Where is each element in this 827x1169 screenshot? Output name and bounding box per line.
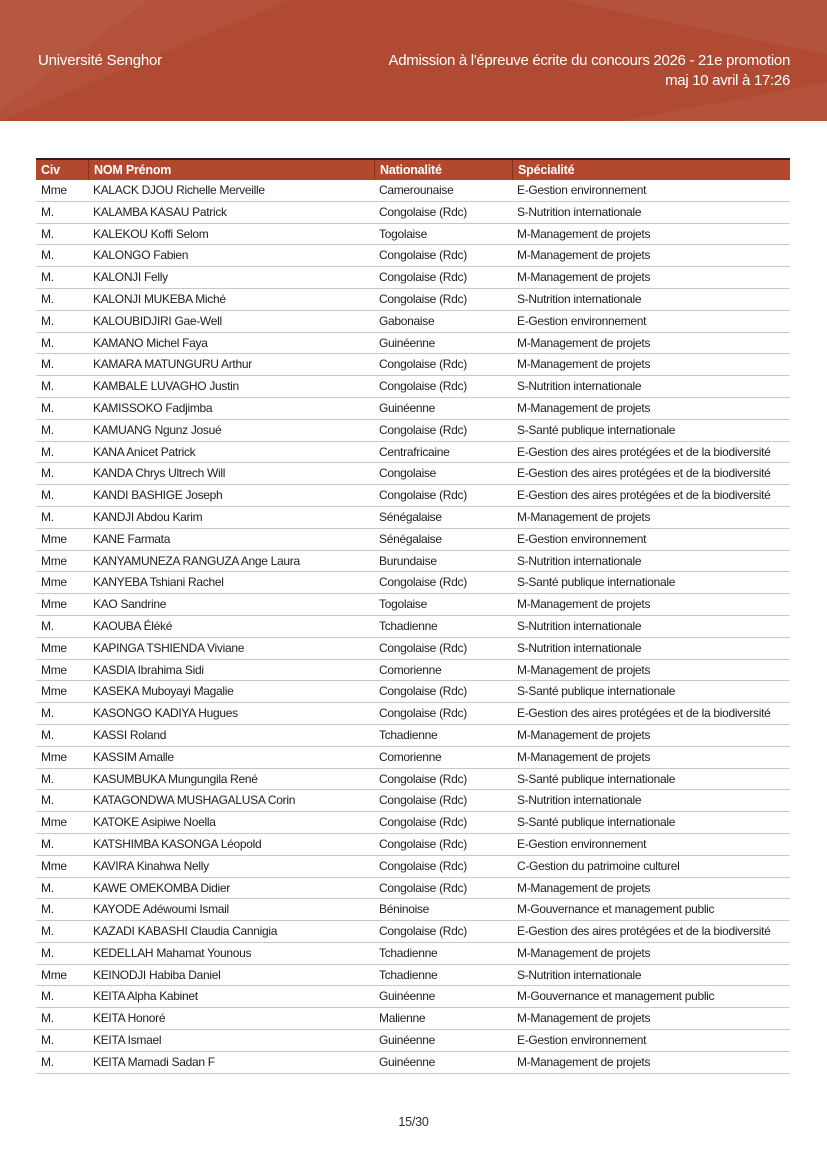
cell-nom-prenom: KASUMBUKA Mungungila René <box>93 771 258 786</box>
table-row <box>36 943 790 965</box>
cell-nom-prenom: KASONGO KADIYA Hugues <box>93 706 238 721</box>
table-row <box>36 354 790 376</box>
table-row <box>36 616 790 638</box>
cell-nom-prenom: KASEKA Muboyayi Magalie <box>93 684 234 699</box>
cell-nationalite: Congolaise (Rdc) <box>379 575 467 590</box>
cell-nationalite: Guinéenne <box>379 1054 436 1069</box>
column-header-nom-prenom: NOM Prénom <box>88 160 374 180</box>
cell-nationalite: Togolaise <box>379 597 428 612</box>
cell-civ: M. <box>41 880 54 895</box>
cell-nationalite: Comorienne <box>379 749 442 764</box>
cell-nom-prenom: KAYODE Adéwoumi Ismail <box>93 902 229 917</box>
cell-nationalite: Sénégalaise <box>379 509 442 524</box>
cell-specialite: E-Gestion environnement <box>517 531 647 546</box>
table-row <box>36 267 790 289</box>
cell-nationalite: Congolaise (Rdc) <box>379 684 467 699</box>
cell-nationalite: Congolaise (Rdc) <box>379 880 467 895</box>
cell-civ: M. <box>41 335 54 350</box>
cell-nom-prenom: KANDJI Abdou Karim <box>93 509 203 524</box>
table-row <box>36 529 790 551</box>
cell-nom-prenom: KAOUBA Éléké <box>93 618 173 633</box>
cell-nationalite: Tchadienne <box>379 945 438 960</box>
table-row <box>36 834 790 856</box>
cell-nom-prenom: KALONJI Felly <box>93 270 168 285</box>
admission-table <box>36 158 790 1074</box>
table-row <box>36 245 790 267</box>
cell-nom-prenom: KANYAMUNEZA RANGUZA Ange Laura <box>93 553 300 568</box>
cell-specialite: E-Gestion des aires protégées et de la biodiversité <box>517 488 771 503</box>
cell-specialite: S-Santé publique internationale <box>517 815 676 830</box>
cell-nom-prenom: KANA Anicet Patrick <box>93 444 196 459</box>
cell-specialite: M-Management de projets <box>517 749 651 764</box>
table-row <box>36 442 790 464</box>
table-row <box>36 376 790 398</box>
cell-specialite: M-Management de projets <box>517 226 651 241</box>
table-row <box>36 311 790 333</box>
table-row <box>36 224 790 246</box>
cell-specialite: M-Gouvernance et management public <box>517 989 715 1004</box>
cell-nom-prenom: KANE Farmata <box>93 531 171 546</box>
cell-civ: Mme <box>41 815 67 830</box>
cell-civ: M. <box>41 924 54 939</box>
cell-nom-prenom: KEINODJI Habiba Daniel <box>93 967 221 982</box>
cell-nationalite: Congolaise (Rdc) <box>379 204 467 219</box>
cell-nationalite: Congolaise (Rdc) <box>379 815 467 830</box>
cell-nationalite: Congolaise (Rdc) <box>379 706 467 721</box>
table-row <box>36 769 790 791</box>
cell-civ: M. <box>41 706 54 721</box>
cell-nom-prenom: KASDIA Ibrahima Sidi <box>93 662 204 677</box>
table-row <box>36 681 790 703</box>
cell-nom-prenom: KAO Sandrine <box>93 597 167 612</box>
cell-nom-prenom: KAMARA MATUNGURU Arthur <box>93 357 252 372</box>
cell-nationalite: Congolaise (Rdc) <box>379 771 467 786</box>
cell-civ: M. <box>41 945 54 960</box>
cell-civ: M. <box>41 357 54 372</box>
table-body <box>36 180 790 1074</box>
cell-nationalite: Guinéenne <box>379 335 436 350</box>
cell-civ: Mme <box>41 749 67 764</box>
cell-nationalite: Tchadienne <box>379 618 438 633</box>
cell-civ: Mme <box>41 967 67 982</box>
column-header-specialite: Spécialité <box>512 160 790 180</box>
cell-civ: M. <box>41 771 54 786</box>
cell-nationalite: Centrafricaine <box>379 444 450 459</box>
cell-specialite: M-Management de projets <box>517 357 651 372</box>
cell-specialite: S-Santé publique internationale <box>517 575 676 590</box>
table-row <box>36 507 790 529</box>
table-row <box>36 398 790 420</box>
table-row <box>36 856 790 878</box>
document-title: Admission à l'épreuve écrite du concours 2026 - 21e promotion <box>388 52 790 69</box>
cell-specialite: M-Management de projets <box>517 727 651 742</box>
cell-nationalite: Congolaise (Rdc) <box>379 793 467 808</box>
table-row <box>36 420 790 442</box>
cell-nationalite: Congolaise (Rdc) <box>379 422 467 437</box>
header-title-block <box>389 51 790 91</box>
cell-nom-prenom: KALEKOU Koffi Selom <box>93 226 209 241</box>
cell-nationalite: Malienne <box>379 1011 426 1026</box>
cell-nationalite: Togolaise <box>379 226 428 241</box>
cell-civ: M. <box>41 727 54 742</box>
cell-nationalite: Congolaise (Rdc) <box>379 357 467 372</box>
table-row <box>36 747 790 769</box>
cell-specialite: M-Management de projets <box>517 335 651 350</box>
cell-specialite: M-Management de projets <box>517 248 651 263</box>
cell-nom-prenom: KAMUANG Ngunz Josué <box>93 422 222 437</box>
cell-civ: M. <box>41 1011 54 1026</box>
cell-civ: M. <box>41 422 54 437</box>
cell-nom-prenom: KALOUBIDJIRI Gae-Well <box>93 313 222 328</box>
cell-specialite: E-Gestion environnement <box>517 836 647 851</box>
cell-civ: Mme <box>41 597 67 612</box>
cell-civ: M. <box>41 488 54 503</box>
cell-specialite: M-Gouvernance et management public <box>517 902 715 917</box>
cell-specialite: E-Gestion des aires protégées et de la biodiversité <box>517 466 771 481</box>
cell-specialite: S-Nutrition internationale <box>517 379 642 394</box>
cell-nom-prenom: KAPINGA TSHIENDA Viviane <box>93 640 245 655</box>
cell-nom-prenom: KATSHIMBA KASONGA Léopold <box>93 836 262 851</box>
cell-nom-prenom: KAVIRA Kinahwa Nelly <box>93 858 209 873</box>
cell-nom-prenom: KEDELLAH Mahamat Younous <box>93 945 252 960</box>
cell-civ: Mme <box>41 684 67 699</box>
cell-nom-prenom: KAMBALE LUVAGHO Justin <box>93 379 239 394</box>
cell-specialite: S-Nutrition internationale <box>517 553 642 568</box>
cell-specialite: S-Nutrition internationale <box>517 967 642 982</box>
cell-nom-prenom: KEITA Mamadi Sadan F <box>93 1054 215 1069</box>
page-header <box>0 0 827 121</box>
table-row <box>36 703 790 725</box>
cell-nationalite: Congolaise (Rdc) <box>379 488 467 503</box>
cell-specialite: M-Management de projets <box>517 1054 651 1069</box>
cell-specialite: E-Gestion des aires protégées et de la biodiversité <box>517 924 771 939</box>
cell-specialite: S-Nutrition internationale <box>517 618 642 633</box>
cell-specialite: S-Santé publique internationale <box>517 771 676 786</box>
cell-specialite: M-Management de projets <box>517 945 651 960</box>
table-row <box>36 594 790 616</box>
cell-specialite: S-Nutrition internationale <box>517 793 642 808</box>
table-row <box>36 463 790 485</box>
cell-nom-prenom: KASSIM Amalle <box>93 749 174 764</box>
cell-civ: Mme <box>41 531 67 546</box>
table-row <box>36 878 790 900</box>
table-row <box>36 986 790 1008</box>
table-row <box>36 289 790 311</box>
column-header-civ: Civ <box>41 163 60 177</box>
cell-specialite: E-Gestion environnement <box>517 183 647 197</box>
cell-nom-prenom: KEITA Honoré <box>93 1011 166 1026</box>
table-row <box>36 1052 790 1074</box>
cell-nationalite: Guinéenne <box>379 400 436 415</box>
cell-nationalite: Congolaise (Rdc) <box>379 858 467 873</box>
cell-nationalite: Congolaise (Rdc) <box>379 924 467 939</box>
table-row <box>36 1008 790 1030</box>
cell-specialite: S-Nutrition internationale <box>517 291 642 306</box>
cell-nationalite: Congolaise (Rdc) <box>379 270 467 285</box>
cell-specialite: S-Santé publique internationale <box>517 422 676 437</box>
cell-specialite: M-Management de projets <box>517 270 651 285</box>
table-row <box>36 812 790 834</box>
cell-nom-prenom: KAMANO Michel Faya <box>93 335 208 350</box>
table-header-row <box>36 158 790 180</box>
cell-nom-prenom: KATAGONDWA MUSHAGALUSA Corin <box>93 793 296 808</box>
table-row <box>36 899 790 921</box>
cell-nom-prenom: KANDI BASHIGE Joseph <box>93 488 223 503</box>
cell-specialite: C-Gestion du patrimoine culturel <box>517 858 680 873</box>
cell-nom-prenom: KAZADI KABASHI Claudia Cannigia <box>93 924 278 939</box>
cell-nationalite: Guinéenne <box>379 1033 436 1048</box>
page-number: 15/30 <box>398 1115 429 1129</box>
cell-civ: M. <box>41 902 54 917</box>
cell-nationalite: Congolaise (Rdc) <box>379 291 467 306</box>
cell-civ: Mme <box>41 640 67 655</box>
cell-nom-prenom: KEITA Ismael <box>93 1033 162 1048</box>
cell-specialite: S-Nutrition internationale <box>517 640 642 655</box>
cell-nationalite: Congolaise (Rdc) <box>379 836 467 851</box>
cell-specialite: E-Gestion des aires protégées et de la biodiversité <box>517 444 771 459</box>
cell-civ: M. <box>41 313 54 328</box>
cell-nationalite: Sénégalaise <box>379 531 442 546</box>
cell-nom-prenom: KANYEBA Tshiani Rachel <box>93 575 224 590</box>
cell-civ: Mme <box>41 553 67 568</box>
last-updated-text: maj 10 avril à 17:26 <box>665 72 790 89</box>
cell-civ: M. <box>41 618 54 633</box>
cell-specialite: E-Gestion environnement <box>517 1033 647 1048</box>
cell-specialite: E-Gestion environnement <box>517 313 647 328</box>
cell-civ: M. <box>41 248 54 263</box>
cell-civ: Mme <box>41 662 67 677</box>
table-row <box>36 921 790 943</box>
cell-nom-prenom: KALACK DJOU Richelle Merveille <box>93 183 265 197</box>
cell-specialite: M-Management de projets <box>517 880 651 895</box>
cell-civ: M. <box>41 1033 54 1048</box>
cell-nom-prenom: KAWE OMEKOMBA Didier <box>93 880 230 895</box>
column-header-nationalite: Nationalité <box>374 160 512 180</box>
cell-nom-prenom: KAMISSOKO Fadjimba <box>93 400 213 415</box>
cell-civ: M. <box>41 836 54 851</box>
cell-civ: M. <box>41 379 54 394</box>
table-row <box>36 790 790 812</box>
cell-nom-prenom: KASSI Roland <box>93 727 167 742</box>
cell-civ: M. <box>41 400 54 415</box>
cell-nom-prenom: KALONGO Fabien <box>93 248 189 263</box>
cell-civ: M. <box>41 509 54 524</box>
cell-specialite: S-Santé publique internationale <box>517 684 676 699</box>
cell-specialite: M-Management de projets <box>517 662 651 677</box>
table-row <box>36 965 790 987</box>
cell-specialite: M-Management de projets <box>517 597 651 612</box>
cell-nationalite: Guinéenne <box>379 989 436 1004</box>
cell-nom-prenom: KALONJI MUKEBA Miché <box>93 291 226 306</box>
cell-nom-prenom: KEITA Alpha Kabinet <box>93 989 198 1004</box>
cell-civ: M. <box>41 466 54 481</box>
cell-specialite: S-Nutrition internationale <box>517 204 642 219</box>
table-row <box>36 1030 790 1052</box>
cell-civ: Mme <box>41 858 67 873</box>
cell-specialite: M-Management de projets <box>517 1011 651 1026</box>
table-row <box>36 725 790 747</box>
table-row <box>36 202 790 224</box>
table-row <box>36 180 790 202</box>
cell-nom-prenom: KALAMBA KASAU Patrick <box>93 204 227 219</box>
cell-civ: M. <box>41 444 54 459</box>
table-row <box>36 551 790 573</box>
cell-nationalite: Tchadienne <box>379 727 438 742</box>
table-row <box>36 660 790 682</box>
cell-civ: M. <box>41 204 54 219</box>
cell-specialite: E-Gestion des aires protégées et de la biodiversité <box>517 706 771 721</box>
cell-specialite: M-Management de projets <box>517 509 651 524</box>
cell-nationalite: Congolaise <box>379 466 437 481</box>
cell-civ: M. <box>41 226 54 241</box>
cell-nationalite: Tchadienne <box>379 967 438 982</box>
cell-civ: M. <box>41 291 54 306</box>
cell-nom-prenom: KATOKE Asipiwe Noella <box>93 815 216 830</box>
organization-name: Université Senghor <box>38 52 162 69</box>
table-row <box>36 638 790 660</box>
cell-nationalite: Camerounaise <box>379 183 454 197</box>
table-row <box>36 572 790 594</box>
cell-civ: M. <box>41 793 54 808</box>
cell-civ: Mme <box>41 575 67 590</box>
cell-nationalite: Burundaise <box>379 553 437 568</box>
cell-nationalite: Congolaise (Rdc) <box>379 640 467 655</box>
cell-nationalite: Comorienne <box>379 662 442 677</box>
cell-nationalite: Congolaise (Rdc) <box>379 379 467 394</box>
cell-specialite: M-Management de projets <box>517 400 651 415</box>
table-row <box>36 333 790 355</box>
cell-nom-prenom: KANDA Chrys Ultrech Will <box>93 466 226 481</box>
cell-civ: M. <box>41 1054 54 1069</box>
cell-nationalite: Béninoise <box>379 902 430 917</box>
cell-nationalite: Congolaise (Rdc) <box>379 248 467 263</box>
cell-civ: M. <box>41 270 54 285</box>
cell-civ: Mme <box>41 183 67 197</box>
cell-civ: M. <box>41 989 54 1004</box>
cell-nationalite: Gabonaise <box>379 313 435 328</box>
table-row <box>36 485 790 507</box>
